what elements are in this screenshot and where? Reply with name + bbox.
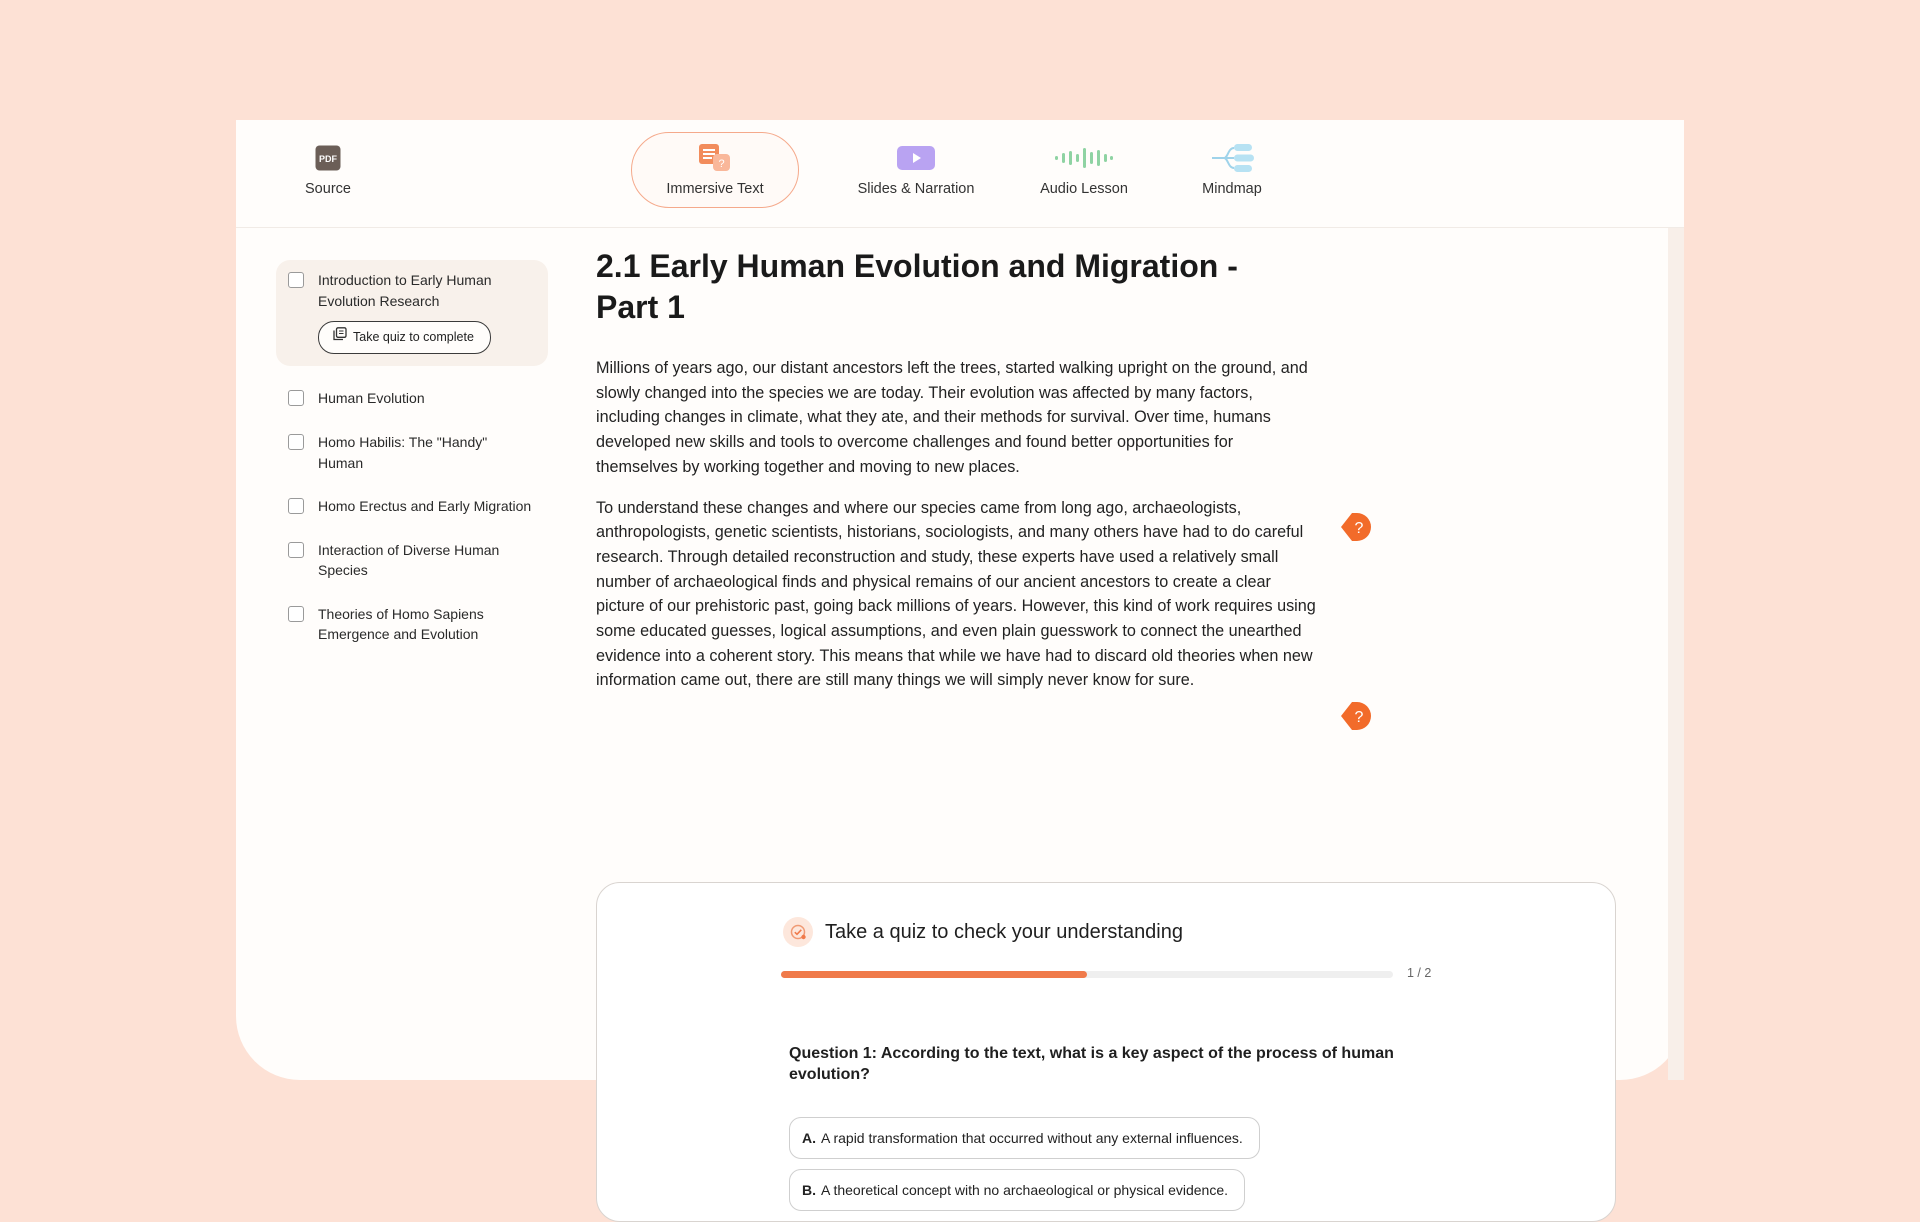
- quiz-progress-count: 1 / 2: [1407, 966, 1432, 980]
- quiz-card: [596, 882, 1616, 1222]
- sidebar-item-label: Theories of Homo Sapiens Emergence and Evolution: [318, 605, 484, 642]
- sidebar-item-label: Interaction of Diverse Human Species: [318, 541, 500, 578]
- sidebar-item-homo-sapiens[interactable]: [276, 594, 548, 655]
- sidebar-item-label: Human Evolution: [318, 389, 425, 406]
- quiz-header: [783, 917, 1183, 947]
- option-letter: B.: [802, 1182, 816, 1198]
- top-nav: [236, 120, 1684, 228]
- sidebar-item-label: Introduction to Early Human Evolution Research: [318, 272, 492, 309]
- pdf-icon: [310, 143, 346, 173]
- nav-source-label: Source: [305, 181, 351, 197]
- question-marker-text: ?: [1354, 520, 1364, 537]
- sidebar-item-homo-erectus[interactable]: [276, 486, 548, 527]
- sidebar-toc: [276, 260, 548, 655]
- immersive-text-icon: [697, 143, 733, 173]
- paragraph-1: Millions of years ago, our distant ancestors left the trees, started walking upright on the ground, and slowly changed into the species we are today. Their evolution was affected by many factors, including changes in climate, what they ate, and their methods for survival. Over time, humans developed new skills and tools to overcome challenges and found better opportunities for themselves by working together and moving to new places.: [596, 359, 1308, 476]
- pdf-icon-text: PDF: [319, 154, 337, 164]
- quiz-stack-icon: [333, 327, 347, 348]
- nav-source[interactable]: [288, 132, 368, 208]
- question-marker-text: ?: [1354, 709, 1364, 726]
- ask-question-button-1[interactable]: [1340, 512, 1374, 542]
- nav-slides-narration[interactable]: [832, 132, 1000, 208]
- sidebar-item-label: Homo Erectus and Early Migration: [318, 498, 532, 514]
- take-quiz-button[interactable]: [318, 321, 491, 354]
- quiz-title: Take a quiz to check your understanding: [825, 920, 1183, 943]
- question-marker-icon: [1340, 512, 1374, 542]
- sidebar-item-label: Homo Habilis: The "Handy" Human: [318, 434, 488, 471]
- scrollbar[interactable]: [1668, 228, 1684, 1080]
- option-text: A rapid transformation that occurred without any external influences.: [821, 1130, 1243, 1146]
- quiz-question: Question 1: According to the text, what is a key aspect of the process of human evolution?: [789, 1045, 1394, 1083]
- sidebar-item-homo-habilis[interactable]: [276, 422, 548, 483]
- nav-immersive-text-label: Immersive Text: [666, 181, 764, 197]
- page-title: 2.1 Early Human Evolution and Migration - Part 1: [596, 248, 1238, 325]
- sidebar-item-introduction[interactable]: [276, 260, 548, 366]
- svg-text:?: ?: [718, 158, 725, 170]
- sidebar-item-human-evolution[interactable]: [276, 378, 548, 419]
- nav-audio-lesson[interactable]: [1019, 132, 1149, 208]
- option-text: A theoretical concept with no archaeological or physical evidence.: [821, 1182, 1229, 1198]
- quiz-check-icon: [783, 917, 813, 947]
- checkbox[interactable]: [288, 390, 304, 406]
- question-marker-icon: [1340, 701, 1374, 731]
- nav-mindmap[interactable]: [1178, 132, 1286, 208]
- quiz-option-b[interactable]: [789, 1169, 1245, 1211]
- checkbox[interactable]: [288, 434, 304, 450]
- nav-slides-narration-label: Slides & Narration: [857, 181, 975, 197]
- nav-immersive-text[interactable]: [631, 132, 799, 208]
- main-content: [596, 246, 1616, 1198]
- checkbox[interactable]: [288, 606, 304, 622]
- mindmap-icon: [1214, 143, 1250, 173]
- quiz-progress-bar: [781, 971, 1393, 978]
- sidebar-item-diverse-species[interactable]: [276, 530, 548, 591]
- checkbox[interactable]: [288, 542, 304, 558]
- quiz-option-a[interactable]: [789, 1117, 1260, 1159]
- take-quiz-label: Take quiz to complete: [353, 330, 474, 344]
- checkbox[interactable]: [288, 498, 304, 514]
- paragraph-2: To understand these changes and where our species came from long ago, archaeologists, anthropologists, genetic scientists, historians, sociologists, and many others have had to do careful research. Through detailed reconstruction and study, these experts have used a relatively small number of archaeological finds and physical remains of our ancient ancestors to create a clear picture of our prehistoric past, going back millions of years. However, this kind of work requires using some educated guesses, logical assumptions, and even plain guesswork to connect the unearthed evidence into a coherent story. This means that while we have had to discard old theories when new information came out, there are still many things we will simply never know for sure.: [596, 498, 1316, 690]
- ask-question-button-2[interactable]: [1340, 701, 1374, 731]
- nav-audio-lesson-label: Audio Lesson: [1040, 181, 1128, 197]
- nav-mindmap-label: Mindmap: [1202, 181, 1262, 197]
- option-letter: A.: [802, 1130, 816, 1146]
- audio-waveform-icon: [1066, 143, 1102, 173]
- checkbox[interactable]: [288, 272, 304, 288]
- app-window: [236, 120, 1684, 1198]
- quiz-progress-fill: [781, 971, 1087, 978]
- play-slides-icon: [898, 143, 934, 173]
